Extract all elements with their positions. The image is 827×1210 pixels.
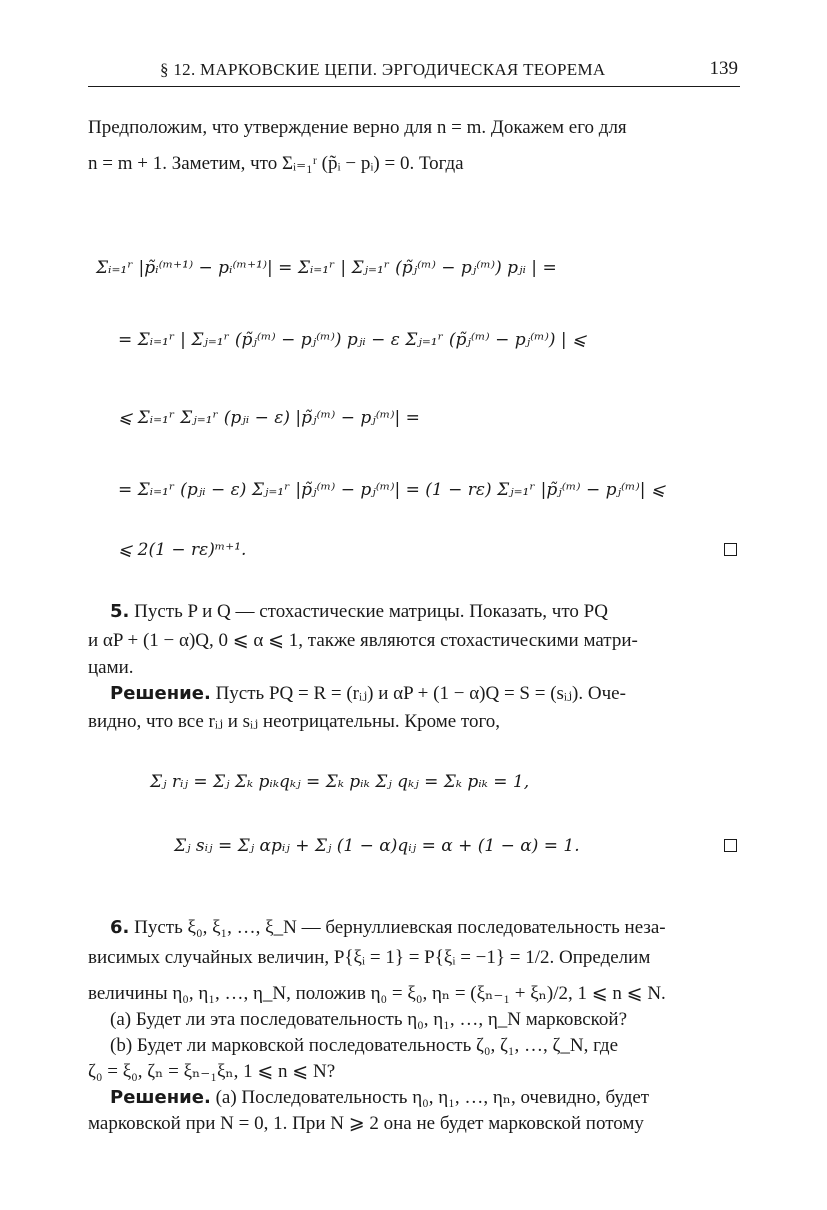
problem5-line-3: цами.	[88, 657, 134, 678]
problem6-solution-line-1	[88, 1084, 762, 1112]
problem5-text-1: Пусть P и Q — стохастические матрицы. Показать, что PQ	[134, 601, 608, 622]
solution-label: Решение.	[110, 1087, 211, 1108]
problem5-equation-2: Σⱼ sᵢⱼ = Σⱼ αpᵢⱼ + Σⱼ (1 − α)qᵢⱼ = α + (1 − α) = 1.	[174, 836, 580, 856]
derivation-line-2: = Σᵢ₌₁ʳ | Σⱼ₌₁ʳ (p̃ⱼ⁽ᵐ⁾ − pⱼ⁽ᵐ⁾) pⱼᵢ − ε Σⱼ₌₁ʳ (p̃ⱼ⁽ᵐ⁾ − pⱼ⁽ᵐ⁾) | ⩽	[118, 330, 587, 350]
derivation-line-3: ⩽ Σᵢ₌₁ʳ Σⱼ₌₁ʳ (pⱼᵢ − ε) |p̃ⱼ⁽ᵐ⁾ − pⱼ⁽ᵐ⁾| =	[118, 408, 420, 428]
header-rule	[88, 86, 740, 87]
header-title: § 12. МАРКОВСКИЕ ЦЕПИ. ЭРГОДИЧЕСКАЯ ТЕОРЕМА	[160, 60, 606, 79]
problem6-number: 6.	[110, 917, 130, 938]
problem5-line-2: и αP + (1 − α)Q, 0 ⩽ α ⩽ 1, также являются стохастическими матри-	[88, 630, 638, 651]
solution-label: Решение.	[110, 683, 211, 704]
qed-mark	[724, 543, 737, 556]
problem5-solution-text-1: Пусть PQ = R = (rᵢⱼ) и αP + (1 − α)Q = S = (sᵢⱼ). Оче-	[215, 683, 626, 704]
intro-line-1: Предположим, что утверждение верно для n = m. Докажем его для	[88, 117, 627, 138]
problem6-part-b-line-1: (b) Будет ли марковской последовательность ζ₀, ζ₁, …, ζ_N, где	[110, 1035, 619, 1056]
problem5-equation-1: Σⱼ rᵢⱼ = Σⱼ Σₖ pᵢₖqₖⱼ = Σₖ pᵢₖ Σⱼ qₖⱼ = Σₖ pᵢₖ = 1,	[150, 772, 530, 792]
derivation-line-4: = Σᵢ₌₁ʳ (pⱼᵢ − ε) Σⱼ₌₁ʳ |p̃ⱼ⁽ᵐ⁾ − pⱼ⁽ᵐ⁾| = (1 − rε) Σⱼ₌₁ʳ |p̃ⱼ⁽ᵐ⁾ − pⱼ⁽ᵐ⁾| ⩽	[118, 480, 666, 500]
problem6-part-b-line-2: ζ₀ = ξ₀, ζₙ = ξₙ₋₁ξₙ, 1 ⩽ n ⩽ N?	[88, 1061, 336, 1082]
qed-mark	[724, 839, 737, 852]
intro-line-2: n = m + 1. Заметим, что Σᵢ₌₁ʳ (p̃ᵢ − pᵢ) = 0. Тогда	[88, 153, 464, 174]
running-header	[88, 56, 740, 86]
problem6-solution-line-2: марковской при N = 0, 1. При N ⩾ 2 она не будет марковской потому	[88, 1113, 644, 1134]
page-number: 139	[709, 58, 738, 79]
problem5-solution-line-1	[88, 680, 762, 708]
problem6-line-3: величины η₀, η₁, …, η_N, положив η₀ = ξ₀, ηₙ = (ξₙ₋₁ + ξₙ)/2, 1 ⩽ n ⩽ N.	[88, 983, 666, 1004]
problem6-part-a: (a) Будет ли эта последовательность η₀, η₁, …, η_N марковской?	[110, 1009, 628, 1030]
problem6-solution-text-1: (a) Последовательность η₀, η₁, …, ηₙ, очевидно, будет	[215, 1087, 650, 1108]
problem6-line-2: висимых случайных величин, P{ξᵢ = 1} = P{ξᵢ = −1} = 1/2. Определим	[88, 947, 651, 968]
book-page	[88, 0, 740, 1210]
problem6-line-1	[88, 914, 762, 942]
problem5-solution-line-2: видно, что все rᵢⱼ и sᵢⱼ неотрицательны. Кроме того,	[88, 711, 501, 732]
derivation-line-1: Σᵢ₌₁ʳ |p̃ᵢ⁽ᵐ⁺¹⁾ − pᵢ⁽ᵐ⁺¹⁾| = Σᵢ₌₁ʳ | Σⱼ₌₁ʳ (p̃ⱼ⁽ᵐ⁾ − pⱼ⁽ᵐ⁾) pⱼᵢ | =	[96, 258, 557, 278]
problem6-text-1: Пусть ξ₀, ξ₁, …, ξ_N — бернуллиевская последовательность неза-	[134, 917, 666, 938]
derivation-line-5: ⩽ 2(1 − rε)ᵐ⁺¹.	[118, 540, 247, 560]
problem5-number: 5.	[110, 601, 130, 622]
problem5-line-1	[88, 598, 762, 626]
